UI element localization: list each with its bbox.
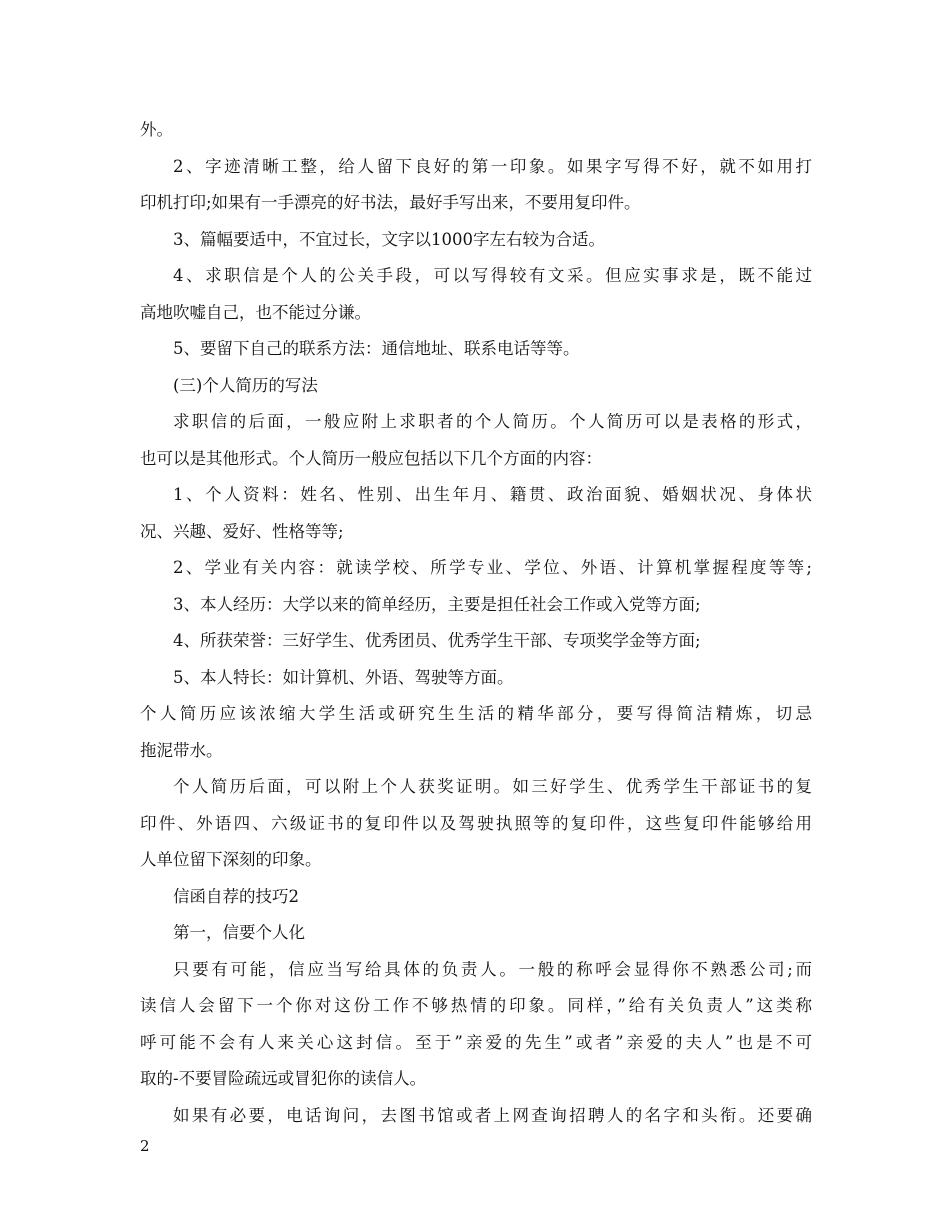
text-line: 3、篇幅要适中，不宜过长，文字以1000字左右较为合适。: [173, 229, 605, 249]
text-line: 外。: [140, 120, 173, 139]
text-line: 印件、外语四、六级证书的复印件以及驾驶执照等的复印件，这些复印件能够给用: [140, 813, 812, 833]
document-body: [140, 112, 812, 1134]
text-line: 况、兴趣、爱好、性格等等;: [140, 521, 344, 541]
text-line: 呼可能不会有人来关心这封信。至于”亲爱的先生”或者”亲爱的夫人”也是不可: [140, 1032, 812, 1052]
text-line: 印机打印;如果有一手漂亮的好书法，最好手写出来，不要用复印件。: [140, 193, 641, 212]
text-line: 个人简历应该浓缩大学生活或研究生生活的精华部分，要写得简洁精炼，切忌: [140, 704, 812, 723]
text-line: 4、所获荣誉：三好学生、优秀团员、优秀学生干部、专项奖学金等方面;: [173, 631, 701, 650]
text-line: 5、本人特长：如计算机、外语、驾驶等方面。: [173, 667, 514, 687]
text-line: 如果有必要，电话询问，去图书馆或者上网查询招聘人的名字和头衔。还要确: [173, 1105, 812, 1125]
text-line: 也可以是其他形式。个人简历一般应包括以下几个方面的内容：: [140, 448, 602, 468]
section-heading: (三)个人简历的写法: [173, 375, 318, 395]
text-line: 1、个人资料：姓名、性别、出生年月、籍贯、政治面貌、婚姻状况、身体状: [173, 485, 812, 504]
text-line: 只要有可能，信应当写给具体的负责人。一般的称呼会显得你不熟悉公司;而: [173, 959, 812, 979]
text-line: 取的-不要冒险疏远或冒犯你的读信人。: [140, 1069, 427, 1088]
text-line: 读信人会留下一个你对这份工作不够热情的印象。同样，”给有关负责人”这类称: [140, 996, 812, 1015]
section-heading: 信函自荐的技巧2: [173, 886, 299, 906]
text-line: 求职信的后面，一般应附上求职者的个人简历。个人简历可以是表格的形式，: [173, 412, 812, 431]
text-line: 2、学业有关内容：就读学校、所学专业、学位、外语、计算机掌握程度等等;: [173, 558, 812, 577]
text-line: 个人简历后面，可以附上个人获奖证明。如三好学生、优秀学生干部证书的复: [173, 777, 812, 796]
text-line: 高地吹嘘自己，也不能过分谦。: [140, 302, 371, 322]
section-heading: 第一，信要个人化: [173, 923, 305, 942]
text-line: 2、字迹清晰工整，给人留下良好的第一印象。如果字写得不好，就不如用打: [173, 156, 812, 176]
page-number: 2: [140, 1137, 150, 1155]
text-line: 4、求职信是个人的公关手段，可以写得较有文采。但应实事求是，既不能过: [173, 266, 812, 285]
text-line: 3、本人经历：大学以来的简单经历，主要是担任社会工作或入党等方面;: [173, 594, 701, 614]
text-line: 拖泥带水。: [140, 740, 223, 760]
text-line: 人单位留下深刻的印象。: [140, 850, 322, 869]
text-line: 5、要留下自己的联系方法：通信地址、联系电话等等。: [173, 339, 580, 358]
